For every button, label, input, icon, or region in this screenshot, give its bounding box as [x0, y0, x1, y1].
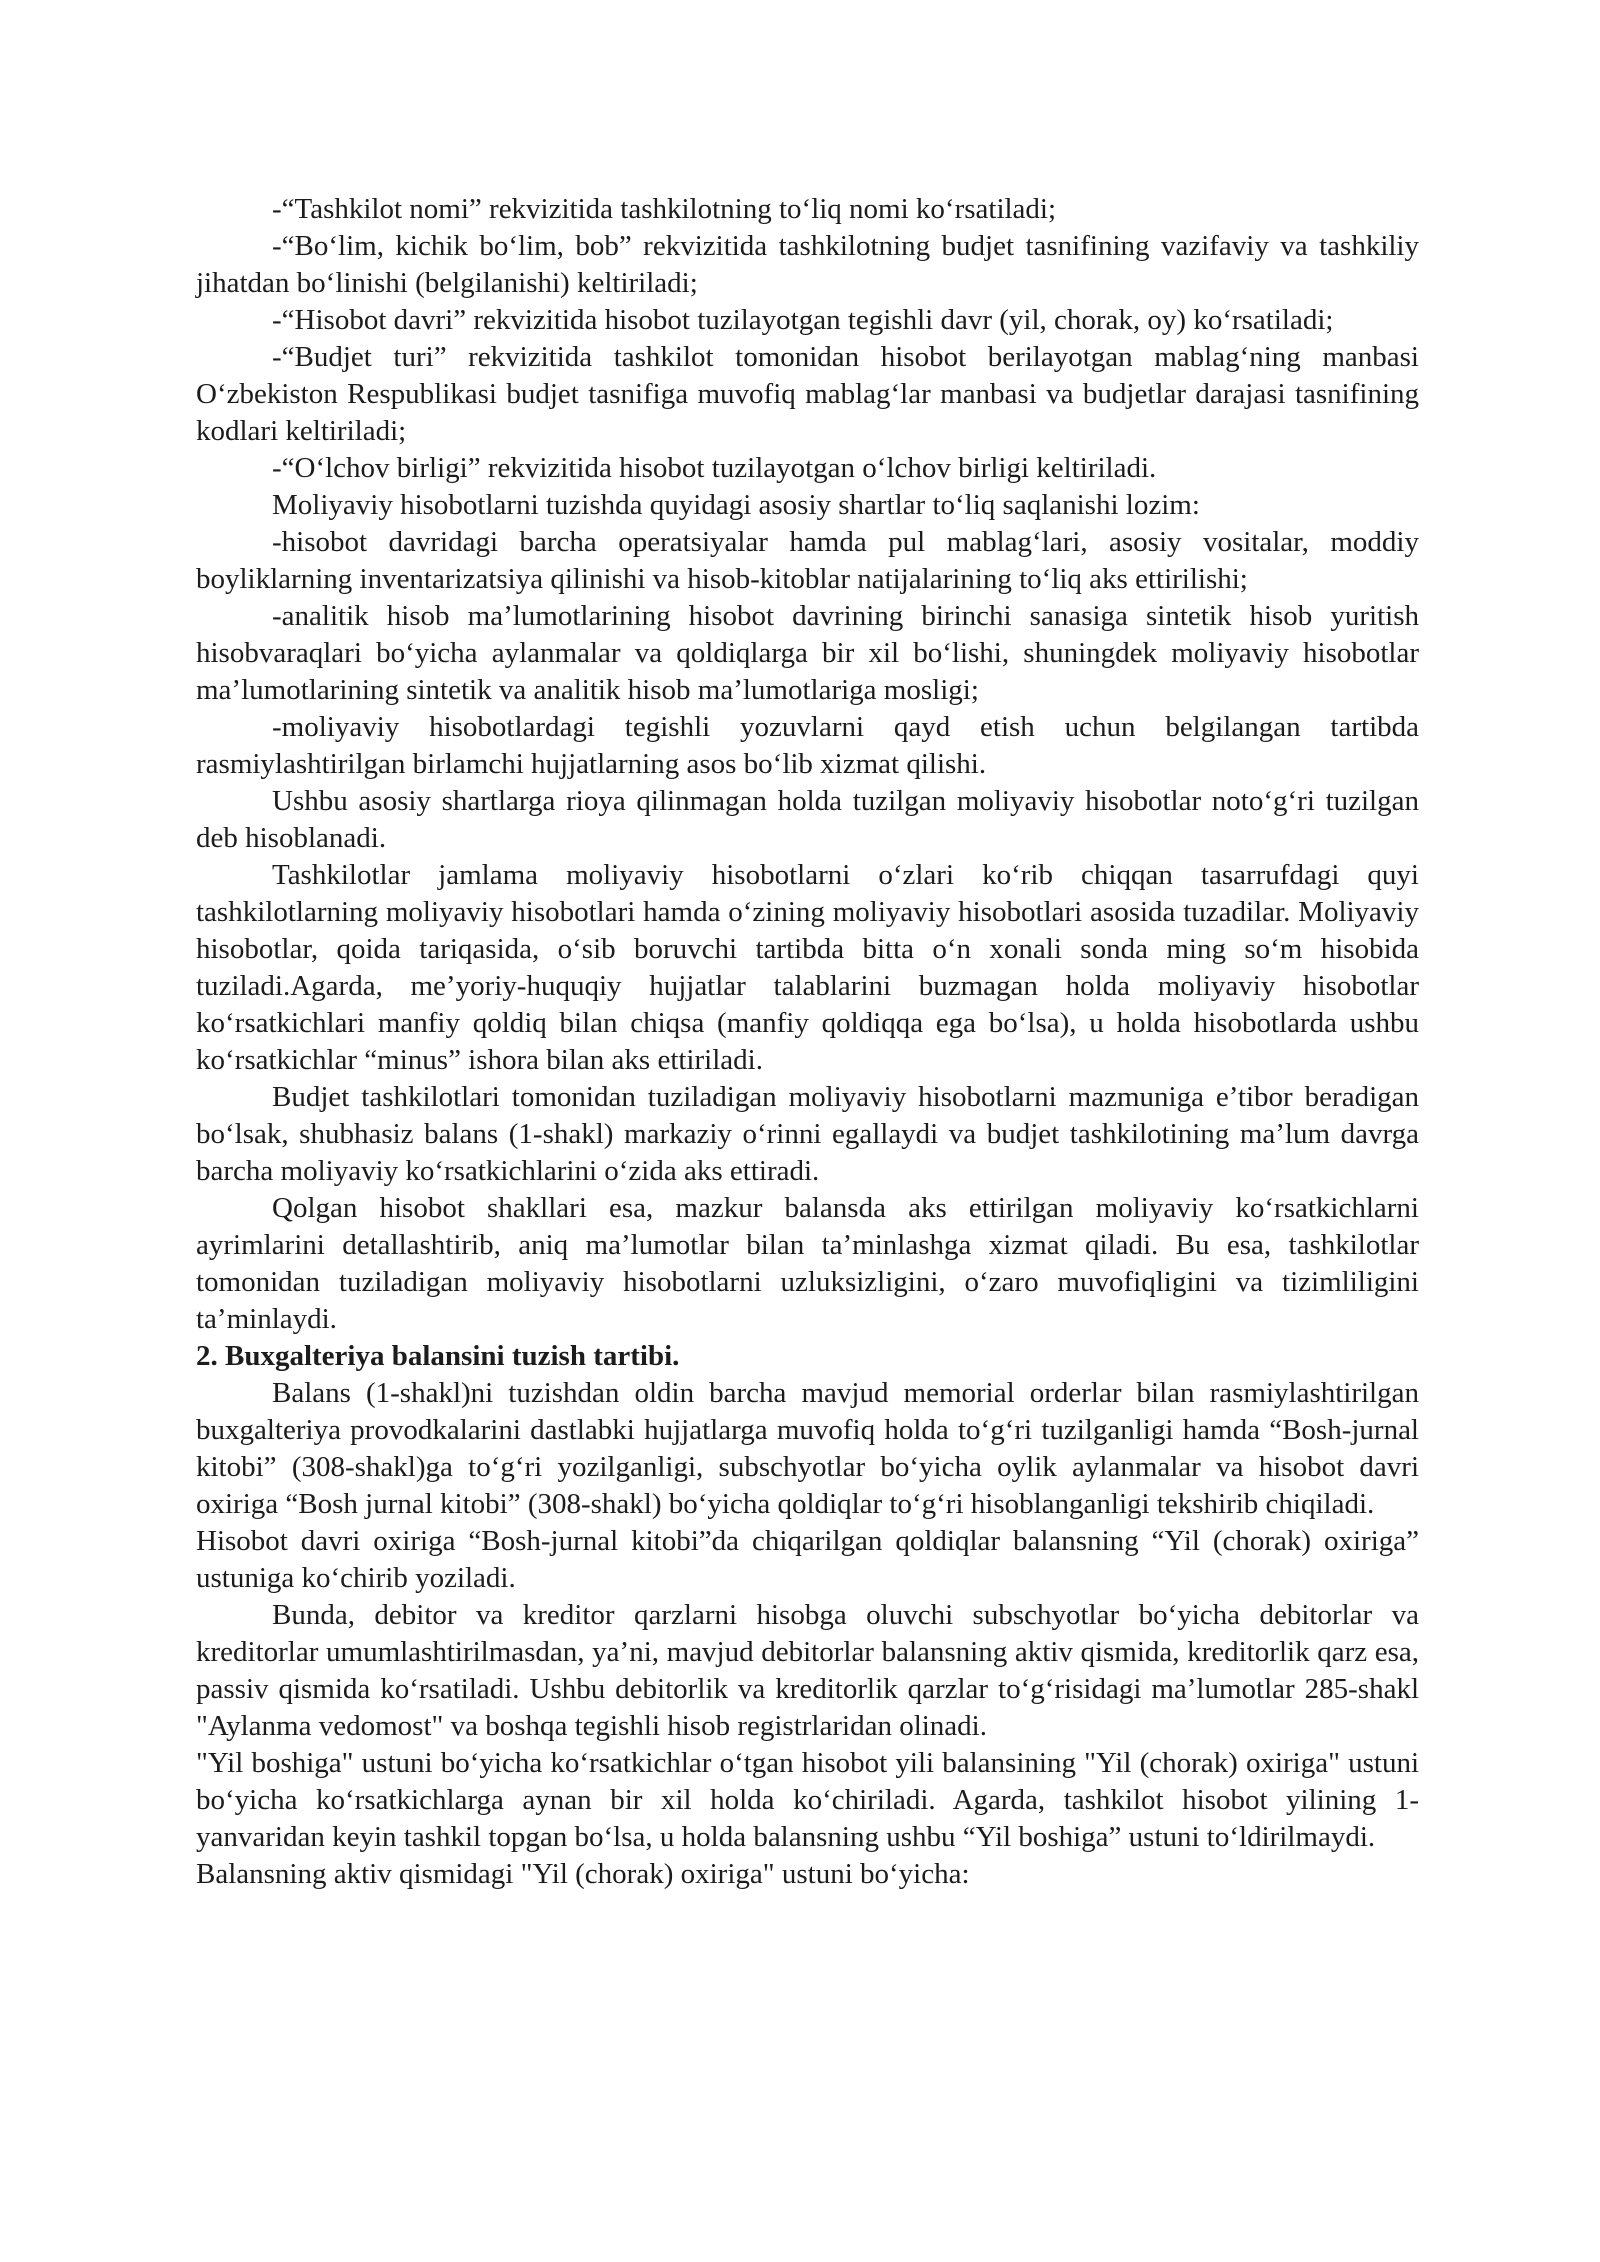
paragraph: Balans (1-shakl)ni tuzishdan oldin barcha mavjud memorial orderlar bilan rasmiylashtirilgan buxgalteriya provodkalarini dastlabki hujjatlarga muvofiq holda to‘g‘ri tuzilganligi hamda “Bosh-jurnal kitobi” (308-shakl)ga to‘g‘ri yozilganligi, subschyotlar bo‘yicha oylik aylanmalar va hisobot davri oxiriga “Bosh jurnal kitobi” (308-shakl) bo‘yicha qoldiqlar to‘g‘ri hisoblanganligi tekshirib chiqiladi. [196, 1377, 1419, 1520]
paragraph: Moliyaviy hisobotlarni tuzishda quyidagi asosiy shartlar to‘liq saqlanishi lozim: [272, 489, 1200, 521]
paragraph: Bunda, debitor va kreditor qarzlarni hisobga oluvchi subschyotlar bo‘yicha debitorlar va kreditorlar umumlashtirilmasdan, ya’ni, mavjud debitorlar balansning aktiv qismida, kreditorlik qarz esa, passiv qismida ko‘rsatiladi. Ushbu debitorlik va kreditorlik qarzlar to‘g‘risidagi ma’lumotlar 285-shakl "Aylanma vedomost" va boshqa tegishli hisob registrlaridan olinadi. [196, 1599, 1419, 1742]
paragraph: "Yil boshiga" ustuni bo‘yicha ko‘rsatkichlar o‘tgan hisobot yili balansining "Yil (chorak) oxiriga" ustuni bo‘yicha ko‘rsatkichlarga aynan bir xil holda ko‘chiriladi. Agarda, tashkilot hisobot yilining 1-yanvaridan keyin tashkil topgan bo‘lsa, u holda balansning ushbu “Yil boshiga” ustuni to‘ldirilmaydi. [196, 1747, 1419, 1853]
paragraph: -hisobot davridagi barcha operatsiyalar hamda pul mablag‘lari, asosiy vositalar, moddiy boyliklarning inventarizatsiya qilinishi va hisob-kitoblar natijalarining to‘liq aks ettirilishi; [196, 526, 1419, 595]
paragraph: -“O‘lchov birligi” rekvizitida hisobot tuzilayotgan o‘lchov birligi keltiriladi. [272, 452, 1157, 484]
section-heading: 2. Buxgalteriya balansini tuzish tartibi. [196, 1340, 680, 1372]
paragraph: -analitik hisob ma’lumotlarining hisobot davrining birinchi sanasiga sintetik hisob yuritish hisobvaraqlari bo‘yicha aylanmalar va qoldiqlarga bir xil bo‘lishi, shuningdek moliyaviy hisobotlar ma’lumotlarining sintetik va analitik hisob ma’lumotlariga mosligi; [196, 600, 1419, 706]
paragraph: -“Budjet turi” rekvizitida tashkilot tomonidan hisobot berilayotgan mablag‘ning manbasi O‘zbekiston Respublikasi budjet tasnifiga muvofiq mablag‘lar manbasi va budjetlar darajasi tasnifining kodlari keltiriladi; [196, 341, 1419, 447]
document-page [196, 191, 1419, 1893]
paragraph: Qolgan hisobot shakllari esa, mazkur balansda aks ettirilgan moliyaviy ko‘rsatkichlarni ayrimlarini detallashtirib, aniq ma’lumotlar bilan ta’minlashga xizmat qiladi. Bu esa, tashkilotlar tomonidan tuziladigan moliyaviy hisobotlarni uzluksizligini, o‘zaro muvofiqligini va tizimliligini ta’minlaydi. [196, 1192, 1419, 1335]
paragraph: Balansning aktiv qismidagi "Yil (chorak) oxiriga" ustuni bo‘yicha: [196, 1858, 970, 1890]
paragraph: -“Tashkilot nomi” rekvizitida tashkilotning to‘liq nomi ko‘rsatiladi; [272, 193, 1057, 225]
paragraph: -“Hisobot davri” rekvizitida hisobot tuzilayotgan tegishli davr (yil, chorak, oy) ko‘rsatiladi; [272, 304, 1334, 336]
paragraph: Hisobot davri oxiriga “Bosh-jurnal kitobi”da chiqarilgan qoldiqlar balansning “Yil (chorak) oxiriga” ustuniga ko‘chirib yoziladi. [196, 1525, 1419, 1594]
paragraph: Tashkilotlar jamlama moliyaviy hisobotlarni o‘zlari ko‘rib chiqqan tasarrufdagi quyi tashkilotlarning moliyaviy hisobotlari hamda o‘zining moliyaviy hisobotlari asosida tuzadilar. Moliyaviy hisobotlar, qoida tariqasida, o‘sib boruvchi tartibda bitta o‘n xonali sonda ming so‘m hisobida tuziladi.Agarda, me’yoriy-huquqiy hujjatlar talablarini buzmagan holda moliyaviy hisobotlar ko‘rsatkichlari manfiy qoldiq bilan chiqsa (manfiy qoldiqqa ega bo‘lsa), u holda hisobotlarda ushbu ko‘rsatkichlar “minus” ishora bilan aks ettiriladi. [196, 859, 1419, 1076]
paragraph: -moliyaviy hisobotlardagi tegishli yozuvlarni qayd etish uchun belgilangan tartibda rasmiylashtirilgan birlamchi hujjatlarning asos bo‘lib xizmat qilishi. [196, 711, 1419, 780]
paragraph: -“Bo‘lim, kichik bo‘lim, bob” rekvizitida tashkilotning budjet tasnifining vazifaviy va tashkiliy jihatdan bo‘linishi (belgilanishi) keltiriladi; [196, 230, 1419, 299]
paragraph: Ushbu asosiy shartlarga rioya qilinmagan holda tuzilgan moliyaviy hisobotlar noto‘g‘ri tuzilgan deb hisoblanadi. [196, 785, 1419, 854]
paragraph: Budjet tashkilotlari tomonidan tuziladigan moliyaviy hisobotlarni mazmuniga e’tibor beradigan bo‘lsak, shubhasiz balans (1-shakl) markaziy o‘rinni egallaydi va budjet tashkilotining ma’lum davrga barcha moliyaviy ko‘rsatkichlarini o‘zida aks ettiradi. [196, 1081, 1419, 1187]
